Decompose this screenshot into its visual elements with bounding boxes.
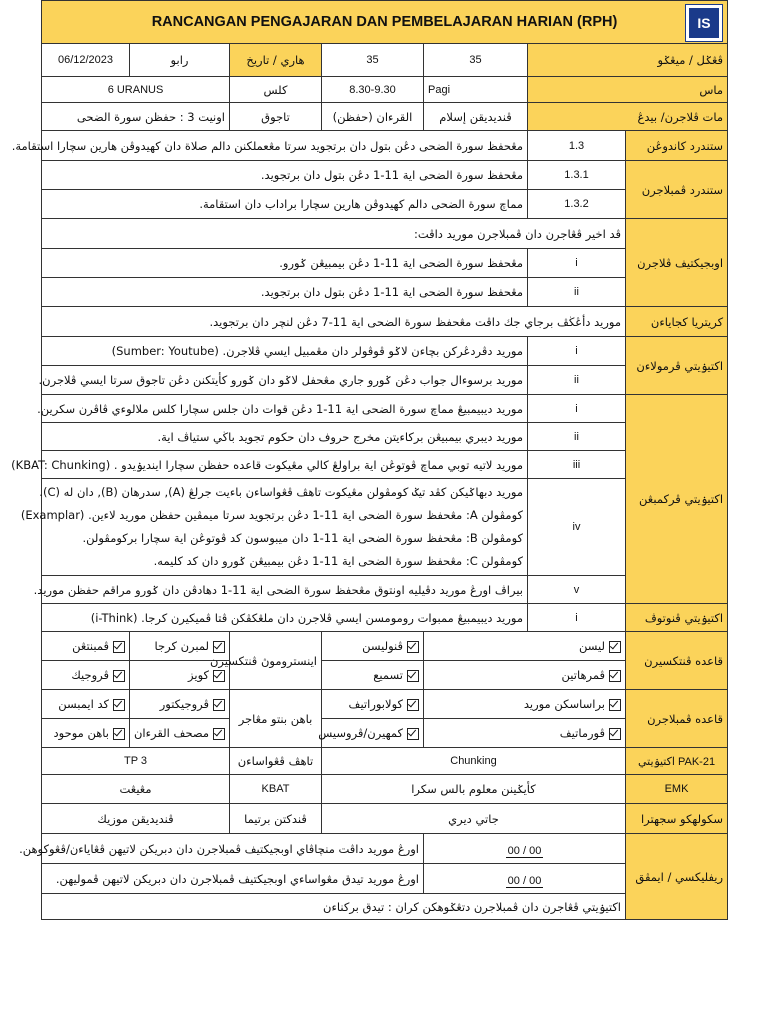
development-5-text: بيراڤ اورڠ موريد دڤيليه اونتوق مڠحفظ سورة الضحى اية 11-1 دهادڤن دان ݢورو مراقم حفظن موريد. xyxy=(42,576,528,604)
pedagogy-item-8: باهن موحود xyxy=(42,719,130,748)
checkbox-icon[interactable] xyxy=(407,670,419,682)
pedagogy-item-4: كمهيرن/ڤروسيس xyxy=(322,719,424,748)
development-label: اكتيۏيتي ڤركمبڠن xyxy=(626,395,728,604)
reflection-1-text: اورڠ موريد داڤت منچاڤاي اوبجيكتيف ڤمبلاجرن دان دبريكن لاتيهن ڤڠاياءن/ڤڠوكوهن. xyxy=(42,834,424,864)
development-2-text: موريد ديبري بيمبيڠن بركاءيتن مخرج حروف دان حكوم تجويد باڬي ستياڤ اية. xyxy=(42,423,528,451)
time-value: 8.30-9.30 xyxy=(322,77,424,103)
development-4-number: iv xyxy=(528,479,626,576)
checkbox-icon[interactable] xyxy=(609,670,621,682)
rph-page xyxy=(11,0,727,920)
checkbox-icon[interactable] xyxy=(609,728,621,740)
pak21-label: اكتيۏيتي PAK-21 xyxy=(626,748,728,775)
closing-text: موريد ديبيمبيڠ ممبوات رومومسن ايسي ڤلاجرن دان ملڠكڤكن ڤتا ڤميكيرن كرجا. (i-Think) xyxy=(42,604,528,632)
closing-label: اكتيۏيتي ڤنوتوڤ xyxy=(626,604,728,632)
class-value: 6 URANUS xyxy=(42,77,230,103)
week-number: 35 xyxy=(424,44,528,77)
checkbox-icon[interactable] xyxy=(213,670,225,682)
values-value: جاتي ديري xyxy=(322,804,626,834)
development-4-line-2: كومڤولن A: مڠحفظ سورة الضحى اية 11-1 دڠن برتجويد سرتا ميمڤين حفظن موريد لاءين. (Examplar) xyxy=(20,508,523,522)
pedagogy-label: قاعده ڤمبلاجرن xyxy=(626,690,728,748)
cross-item-1: ليسن xyxy=(424,632,626,661)
class-label: كلس xyxy=(230,77,322,103)
cross-item-5: لمبرن كرجا xyxy=(130,632,230,661)
cross-curricular-label: قاعده ڤنتكسيرن xyxy=(626,632,728,690)
development-2-number: ii xyxy=(528,423,626,451)
kbat-label: KBAT xyxy=(230,775,322,804)
values-label: سكولهكو سجهترا xyxy=(626,804,728,834)
checkbox-icon[interactable] xyxy=(113,728,125,740)
document-title xyxy=(42,1,728,44)
development-4-line-4: كومڤولن C: مڠحفظ سورة الضحى اية 11-1 دڠن بيمبيڠن ݢورو دان كد كليمه. xyxy=(153,554,523,568)
induction-2-text: موريد برسوءال جواب دڠن ݢورو جاري مڠحفل لاݢو دان ݢورو كأيتكنن دڠن تاجوق سرتا ايسي ڤلاجرن. xyxy=(42,366,528,395)
induction-1-number: i xyxy=(528,337,626,366)
development-4-line-1: موريد دبهاݢيكن كڤد تيݢ كومڤولن مڠيكوت تاهڤ ڤڠواساءن باءيت جرلڠ (A), سدرهان (B), دان له (C). xyxy=(39,485,523,499)
kbat-value: مڠيڠت xyxy=(42,775,230,804)
cross-item-4: تسميع xyxy=(322,661,424,690)
success-criteria-label: كريتريا كجاياءن xyxy=(626,307,728,337)
learning-standard-1-text: مڠحفظ سورة الضحى اية 11-1 دڠن بتول دان برتجويد. xyxy=(42,161,528,190)
connection-label: ڤندكتن برتيما xyxy=(230,804,322,834)
learning-standard-2-number: 1.3.2 xyxy=(528,190,626,219)
logo-text: IS xyxy=(697,15,711,31)
development-1-number: i xyxy=(528,395,626,423)
development-4-line-3: كومڤولن B: مڠحفظ سورة الضحى اية 11-1 دان ميبوسون كد ڤوتوڠن اية سچارا بركومڤولن. xyxy=(82,531,523,545)
connection-value: ڤنديديقن موزيك xyxy=(42,804,230,834)
pak21-value: Chunking xyxy=(322,748,626,775)
day-date-label: هاري / تاريخ xyxy=(230,44,322,77)
induction-1-text: موريد دڤردڠركن بچاءن لاݢو ڤوڤولر دان مڠمبيل ايسي ڤلاجرن. (Sumber: Youtube) xyxy=(42,337,528,366)
pedagogy-item-5: ڤروجيكتور xyxy=(130,690,230,719)
pedagogy-item-1: براساسكن موريد xyxy=(424,690,626,719)
pedagogy-item-2: كولابوراتيف xyxy=(322,690,424,719)
checkbox-icon[interactable] xyxy=(213,728,225,740)
checkbox-icon[interactable] xyxy=(407,641,419,653)
cross-item-7: كويز xyxy=(130,661,230,690)
development-3-number: iii xyxy=(528,451,626,479)
checkbox-icon[interactable] xyxy=(407,728,419,740)
checkbox-icon[interactable] xyxy=(113,670,125,682)
time-label: ماس xyxy=(528,77,728,103)
instrument-label: اينستروموڽ ڤنتكسيرن xyxy=(230,632,322,690)
development-5-number: v xyxy=(528,576,626,604)
day-value: رابو xyxy=(130,44,230,77)
week-label: ڤڠݢل / ميڠݢو xyxy=(528,44,728,77)
success-criteria-text: موريد دأڠڬڤ برجاي جك داڤت مڠحفظ سورة الضحى اية 11-7 دڠن لنچر دان برتجويد. xyxy=(42,307,626,337)
session-value: Pagi xyxy=(424,77,528,103)
date-value: 06/12/2023 xyxy=(42,44,130,77)
development-1-text: موريد ديبيمبيڠ مماچ سورة الضحى اية 11-1 دڠن قوات دان جلس سچارا كلس ملالوءي ڤاڤرن سكرين. xyxy=(42,395,528,423)
theme-label: تاجوق xyxy=(230,103,322,131)
induction-label: اكتيۏيتي ڤرمولاءن xyxy=(626,337,728,395)
mastery-label: تاهڤ ڤڠواساءن xyxy=(230,748,322,775)
reflection-2-count[interactable] xyxy=(424,864,626,894)
checkbox-icon[interactable] xyxy=(113,641,125,653)
cross-item-8: ڤروجيك xyxy=(42,661,130,690)
checkbox-icon[interactable] xyxy=(609,699,621,711)
emk-value: كأيݢينن معلوم بالس سكرا xyxy=(322,775,626,804)
checkbox-icon[interactable] xyxy=(213,641,225,653)
reflection-1-fraction: 00 / 00 xyxy=(507,845,542,857)
objective-1-text: مڠحفظ سورة الضحى اية 11-1 دڠن بيمبيڠن ݢورو. xyxy=(42,249,528,278)
development-3-text: موريد لاتيه توبي مماچ ڤوتوڠن اية براولڠ كالي مڠيكوت قاعده حفظن سچارا اينديۏيدو . (KBAT: Chunking) xyxy=(42,451,528,479)
content-standard-number: 1.3 xyxy=(528,131,626,161)
subject-full-value: ڤنديديقن إسلام xyxy=(424,103,528,131)
objective-2-number: ii xyxy=(528,278,626,307)
rph-table xyxy=(11,0,728,920)
learning-standard-1-number: 1.3.1 xyxy=(528,161,626,190)
unit-value: اونيت 3 : حفظن سورة الضحى xyxy=(42,103,230,131)
reflection-label: ريفليكسي / ايمڤق xyxy=(626,834,728,920)
subject-value: القرءان (حفظن) xyxy=(322,103,424,131)
checkbox-icon[interactable] xyxy=(113,699,125,711)
mastery-value: TP 3 xyxy=(42,748,230,775)
checkbox-icon[interactable] xyxy=(213,699,225,711)
objectives-intro: ڤد اخير ڤڠاجرن دان ڤمبلاجرن موريد داڤت: xyxy=(42,219,626,249)
induction-2-number: ii xyxy=(528,366,626,395)
cross-item-6: ڤمبنتڠن xyxy=(42,632,130,661)
closing-number: i xyxy=(528,604,626,632)
title-text: RANCANGAN PENGAJARAN DAN PEMBELAJARAN HARIAN (RPH) xyxy=(151,14,618,30)
reflection-note: اكتيۏيتي ڤڠاجرن دان ڤمبلاجرن دتڠݢوهكن كران : تيدق بركناءن xyxy=(42,894,626,920)
reflection-2-text: اورڠ موريد تيدق مڠواساءي اوبجيكتيف ڤمبلاجرن دان دبريكن لاتيهن ڤموليهن. xyxy=(42,864,424,894)
subject-label: مات ڤلاجرن/ بيدڠ xyxy=(528,103,728,131)
checkbox-icon[interactable] xyxy=(407,699,419,711)
development-4-text xyxy=(20,479,528,576)
week-number-2: 35 xyxy=(322,44,424,77)
learning-standard-2-text: مماچ سورة الضحى دالم كهيدوڤن هارين سچارا براداب دان استقامة. xyxy=(42,190,528,219)
reflection-1-count[interactable] xyxy=(424,834,626,864)
teaching-aids-label: باهن بنتو مڠاجر xyxy=(230,690,322,748)
pedagogy-item-3: ڤورماتيف xyxy=(424,719,626,748)
objective-1-number: i xyxy=(528,249,626,278)
content-standard-text: مڠحفظ سورة الضحى دڠن بتول دان برتجويد سرتا مڠعملكنن دالم صلاة دان كهيدوڤن هارين سچارا استقامة. xyxy=(42,131,528,161)
objectives-label: اوبجيكتيف ڤلاجرن xyxy=(626,219,728,307)
cross-item-2: ڤنوليسن xyxy=(322,632,424,661)
content-standard-label: ستندرد كاندوڠن xyxy=(626,131,728,161)
pedagogy-item-7: مصحف القرءان xyxy=(130,719,230,748)
cross-item-3: ڤمرهاتين xyxy=(424,661,626,690)
reflection-2-fraction: 00 / 00 xyxy=(507,875,542,887)
checkbox-icon[interactable] xyxy=(609,641,621,653)
school-logo xyxy=(685,4,723,42)
pedagogy-item-6: كد ايمبسن xyxy=(42,690,130,719)
objective-2-text: مڠحفظ سورة الضحى اية 11-1 دڠن بتول دان برتجويد. xyxy=(42,278,528,307)
emk-label: EMK xyxy=(626,775,728,804)
learning-standard-label: ستندرد ڤمبلاجرن xyxy=(626,161,728,219)
